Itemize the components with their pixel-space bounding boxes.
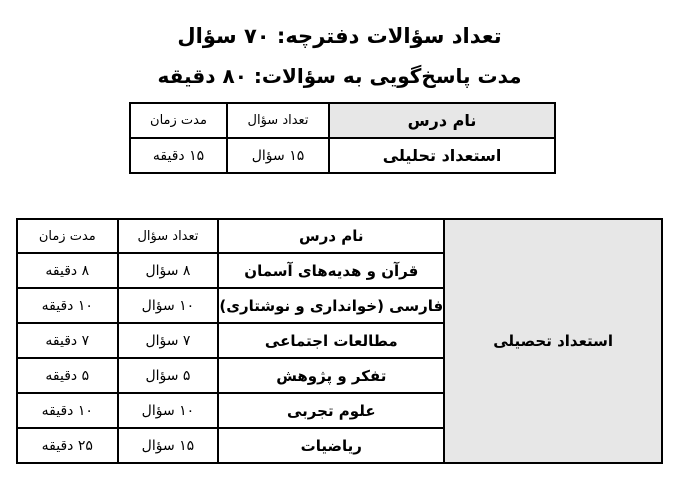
column-header-name: نام درس: [218, 219, 444, 253]
lesson-name: تفکر و پژوهش: [218, 358, 444, 393]
analytical-aptitude-table: [129, 102, 556, 174]
question-count: ۱۰ سؤال: [118, 393, 219, 428]
time-duration: ۸ دقیقه: [17, 253, 118, 288]
question-count: ۱۰ سؤال: [118, 288, 219, 323]
column-header-questions: تعداد سؤال: [227, 103, 329, 138]
total-time-title: مدت پاسخ‌گویی به سؤالات: ۸۰ دقیقه: [157, 64, 522, 88]
lesson-name: ریاضیات: [218, 428, 444, 463]
table-header-row: [130, 103, 555, 138]
lesson-name: فارسی (خوانداری و نوشتاری): [218, 288, 444, 323]
table-row: [130, 138, 555, 173]
academic-aptitude-table: [16, 218, 663, 464]
question-count: ۷ سؤال: [118, 323, 219, 358]
question-count: ۵ سؤال: [118, 358, 219, 393]
column-header-questions: تعداد سؤال: [118, 219, 219, 253]
table-header-row: [17, 219, 662, 253]
time-duration: ۱۰ دقیقه: [17, 288, 118, 323]
time-duration: ۲۵ دقیقه: [17, 428, 118, 463]
column-header-time: مدت زمان: [17, 219, 118, 253]
column-header-time: مدت زمان: [130, 103, 227, 138]
lesson-name: علوم تجربی: [218, 393, 444, 428]
time-duration: ۵ دقیقه: [17, 358, 118, 393]
lesson-name: استعداد تحلیلی: [329, 138, 555, 173]
total-questions-title: تعداد سؤالات دفترچه: ۷۰ سؤال: [177, 24, 502, 48]
question-count: ۱۵ سؤال: [227, 138, 329, 173]
time-duration: ۷ دقیقه: [17, 323, 118, 358]
question-count: ۱۵ سؤال: [118, 428, 219, 463]
time-duration: ۱۵ دقیقه: [130, 138, 227, 173]
lesson-name: مطالعات اجتماعی: [218, 323, 444, 358]
time-duration: ۱۰ دقیقه: [17, 393, 118, 428]
group-label: استعداد تحصیلی: [444, 219, 662, 463]
column-header-name: نام درس: [329, 103, 555, 138]
question-count: ۸ سؤال: [118, 253, 219, 288]
lesson-name: قرآن و هدیه‌های آسمان: [218, 253, 444, 288]
